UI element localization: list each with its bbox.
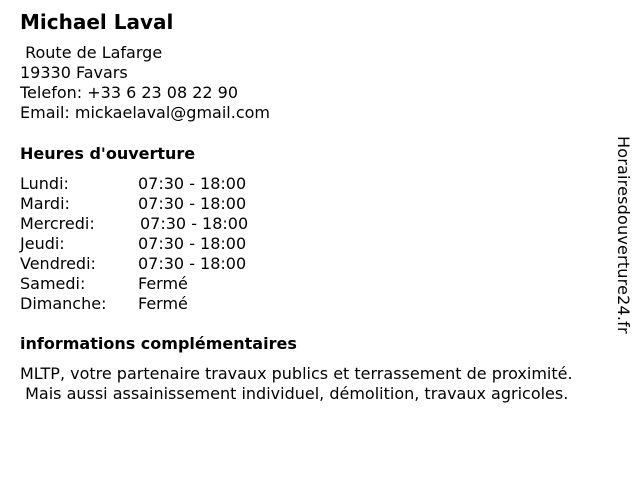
phone-number: Telefon: +33 6 23 08 22 90: [20, 83, 239, 102]
day-label: Jeudi:: [20, 234, 65, 253]
info-line-1: MLTP, votre partenaire travaux publics et terrassement de proximité.: [20, 364, 573, 383]
hours-row-friday: [20, 254, 320, 274]
time-value: 07:30 - 18:00: [138, 194, 247, 213]
info-line-2: Mais aussi assainissement individuel, démolition, travaux agricoles.: [20, 384, 569, 403]
address-block: [20, 43, 270, 123]
hours-row-saturday: [20, 274, 320, 294]
time-value: 07:30 - 18:00: [138, 254, 247, 273]
time-value: 07:30 - 18:00: [138, 174, 247, 193]
day-label: Vendredi:: [20, 254, 96, 273]
hours-row-tuesday: [20, 194, 320, 214]
opening-hours-table: [20, 174, 320, 314]
hours-row-thursday: [20, 234, 320, 254]
site-watermark: Horairesdouverture24.fr: [614, 136, 633, 334]
time-value: 07:30 - 18:00: [140, 214, 249, 233]
email-address: Email: mickaelaval@gmail.com: [20, 103, 270, 122]
day-label: Mardi:: [20, 194, 70, 213]
time-value: Fermé: [138, 274, 188, 293]
hours-row-monday: [20, 174, 320, 194]
day-label: Samedi:: [20, 274, 86, 293]
time-value: 07:30 - 18:00: [138, 234, 247, 253]
additional-info-heading: informations complémentaires: [20, 334, 297, 353]
day-label: Mercredi:: [20, 214, 95, 233]
street-address: Route de Lafarge: [20, 43, 163, 62]
hours-row-sunday: [20, 294, 320, 314]
hours-row-wednesday: [20, 214, 320, 234]
day-label: Dimanche:: [20, 294, 107, 313]
opening-hours-heading: Heures d'ouverture: [20, 144, 196, 163]
time-value: Fermé: [138, 294, 188, 313]
additional-info-text: [20, 364, 620, 404]
business-name: Michael Laval: [20, 10, 174, 34]
day-label: Lundi:: [20, 174, 69, 193]
city: 19330 Favars: [20, 63, 128, 82]
